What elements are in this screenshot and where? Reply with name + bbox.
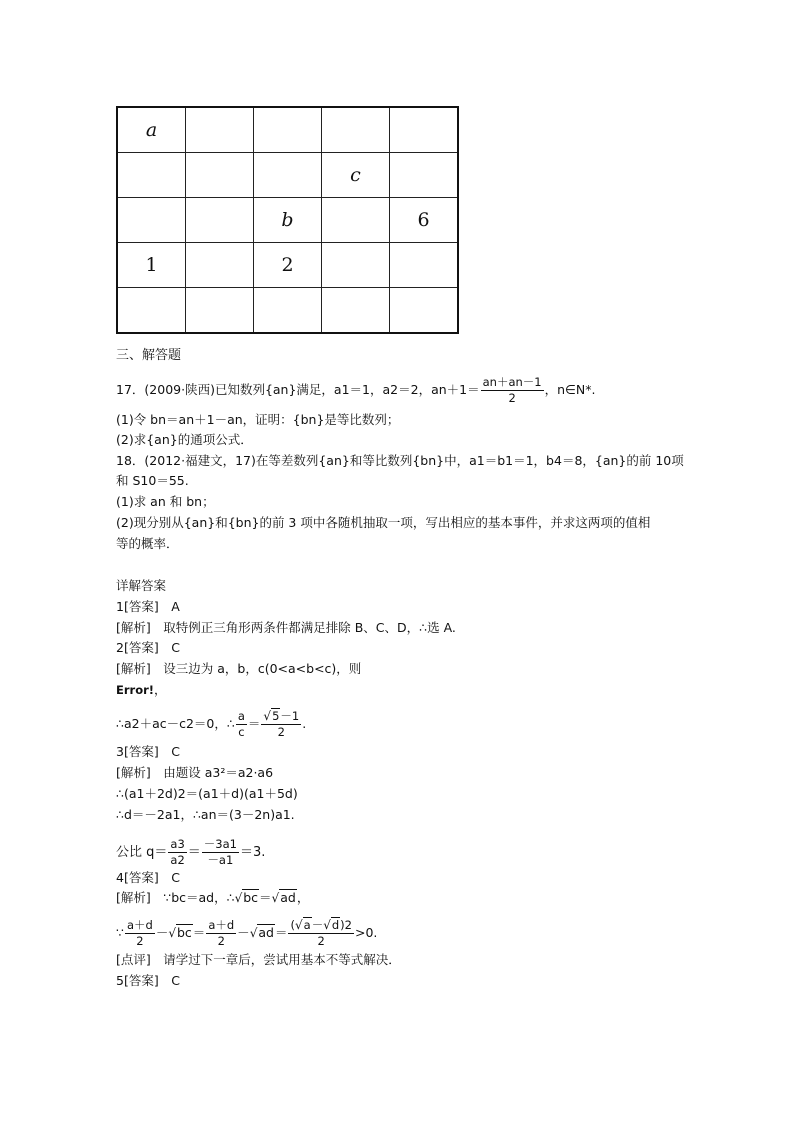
q18-part2-line2: 等的概率．	[116, 536, 179, 551]
q17-fraction-denominator: 2	[508, 391, 516, 405]
eq2-frac2-num-rest: －1	[280, 709, 300, 723]
ineq-frac3	[288, 919, 354, 948]
grid-cell: c	[322, 153, 390, 198]
explanation-2: [解析] 设三边为 a，b，c(0<a<b<c)，则	[116, 661, 362, 676]
q17-part2: (2)求{an}的通项公式．	[116, 432, 253, 447]
q17-suffix: ，n∈N*.	[544, 382, 596, 397]
grid-row	[117, 107, 458, 153]
grid-cell	[117, 198, 186, 243]
q18-line2: 和 S10＝55.	[116, 473, 189, 488]
sqrt-bc-radicand: bc	[243, 890, 259, 905]
eq2-prefix: ∴a2＋ac－c2＝0，∴	[116, 716, 235, 731]
grid-cell	[117, 288, 186, 334]
grid-cell: b	[254, 198, 322, 243]
q17-fraction-numerator: an＋an－1	[482, 375, 542, 389]
ratio-frac1	[168, 838, 186, 867]
ineq-minus2: －	[237, 925, 250, 940]
q18-part1: (1)求 an 和 bn；	[116, 494, 215, 509]
ineq-frac3-minus: －	[311, 918, 324, 932]
ineq-frac1-den: 2	[136, 934, 144, 948]
e4-prefix: [解析] ∵bc＝ad，∴	[116, 890, 235, 905]
grid-cell	[117, 153, 186, 198]
grid-cell	[322, 288, 390, 334]
eq2-frac2-den: 2	[277, 725, 285, 739]
ratio-frac2	[202, 838, 239, 867]
ineq-frac3-close: )2	[340, 918, 352, 932]
grid-cell: 2	[254, 243, 322, 288]
ineq-sqrt-d-radicand: d	[331, 918, 340, 932]
grid-cell	[186, 288, 254, 334]
q17-prefix: 17．(2009·陕西)已知数列{an}满足，a1＝1，a2＝2，an＋1＝	[116, 382, 480, 397]
ineq-sqrt-a: √a	[294, 918, 311, 932]
explanation-4	[116, 890, 309, 906]
eq2-frac1-den: c	[238, 725, 245, 739]
grid-row	[117, 198, 458, 243]
grid-cell	[322, 107, 390, 153]
ineq-frac2-den: 2	[217, 934, 225, 948]
grid-row	[117, 243, 458, 288]
ineq-sqrt-a-radicand: a	[303, 918, 311, 932]
ineq-minus1: －	[155, 925, 169, 940]
ineq-sqrt-bc-radicand: bc	[176, 925, 192, 940]
answers-heading: 详解答案	[116, 578, 167, 593]
grid-row	[117, 288, 458, 334]
ineq-frac1	[125, 919, 155, 948]
grid-cell: 1	[117, 243, 186, 288]
answer-3: 3[答案] C	[116, 744, 180, 759]
explanation-3-line2: ∴(a1＋2d)2＝(a1＋d)(a1＋5d)	[116, 786, 298, 801]
error-text: Error!	[116, 683, 155, 697]
ineq-frac3-den: 2	[317, 934, 325, 948]
grid-cell	[186, 198, 254, 243]
ratio-equals: ＝	[187, 845, 201, 860]
section-title: 三、解答题	[116, 348, 182, 363]
answer-5: 5[答案] C	[116, 973, 180, 988]
eq2-equals: ＝	[247, 716, 261, 731]
sqrt5-radical: √5	[263, 709, 280, 723]
eq2-end: .	[302, 716, 307, 731]
eq2-frac1-num: a	[237, 709, 245, 723]
sqrt-bc: √bc	[234, 890, 259, 905]
equation-2	[116, 710, 306, 739]
grid-cell	[390, 153, 459, 198]
comment: [点评] 请学过下一章后，尝试用基本不等式解决．	[116, 952, 401, 967]
sqrt-ad: √ad	[271, 890, 296, 905]
error-line	[116, 682, 167, 698]
grid-cell	[186, 243, 254, 288]
answer-2: 2[答案] C	[116, 640, 180, 655]
grid-cell: a	[117, 107, 186, 153]
question-17	[116, 376, 596, 405]
grid-cell	[390, 107, 459, 153]
number-grid-table	[116, 106, 459, 334]
grid-row	[117, 153, 458, 198]
ineq-end: >0.	[354, 925, 378, 940]
answer-1: 1[答案] A	[116, 599, 180, 614]
ineq-sqrt-bc: √bc	[168, 925, 192, 940]
eq2-frac-a-over-c	[236, 710, 247, 739]
q18-part2-line1: (2)现分别从{an}和{bn}的前 3 项中各随机抽取一项，写出相应的基本事件，并求这两项的值相	[116, 515, 651, 530]
ineq-frac2-num: a＋d	[208, 918, 235, 932]
ineq-frac1-num: a＋d	[126, 918, 153, 932]
ineq-equals2: ＝	[274, 925, 288, 940]
grid-cell	[390, 243, 459, 288]
e4-end: ，	[296, 890, 310, 905]
ratio-frac1-den: a2	[170, 853, 185, 867]
explanation-1: [解析] 取特例正三角形两条件都满足排除 B、C、D，∴选 A.	[116, 620, 456, 635]
grid-cell	[254, 288, 322, 334]
explanation-3-line3: ∴d＝－2a1，∴an＝(3－2n)a1.	[116, 807, 295, 822]
grid-cell	[186, 107, 254, 153]
ineq-sqrt-ad: √ad	[249, 925, 274, 940]
grid-cell	[254, 107, 322, 153]
q17-fraction	[481, 376, 544, 405]
grid-cell	[186, 153, 254, 198]
sqrt5-radicand: 5	[272, 709, 280, 723]
sqrt-ad-radicand: ad	[280, 890, 296, 905]
eq2-frac-sqrt5	[261, 710, 301, 739]
explanation-3: [解析] 由题设 a3²＝a2·a6	[116, 765, 274, 780]
ineq-sqrt-ad-radicand: ad	[258, 925, 274, 940]
ratio-frac2-num: －3a1	[203, 837, 237, 851]
ineq-frac2	[206, 919, 236, 948]
ratio-prefix: 公比 q＝	[116, 845, 168, 860]
ratio-end: ＝3.	[239, 845, 266, 860]
grid-cell	[254, 153, 322, 198]
grid-cell: 6	[390, 198, 459, 243]
grid-cell	[322, 198, 390, 243]
explanation-4-inequality	[116, 919, 377, 948]
grid-cell	[390, 288, 459, 334]
ineq-equals1: ＝	[192, 925, 206, 940]
answer-4: 4[答案] C	[116, 870, 180, 885]
because-symbol: ∵	[116, 925, 124, 940]
ratio-frac2-den: －a1	[207, 853, 234, 867]
ratio-frac1-num: a3	[170, 837, 185, 851]
ineq-sqrt-d: √d	[323, 918, 340, 932]
ratio-equation	[116, 838, 265, 867]
q17-part1: (1)令 bn＝an＋1－an，证明：{bn}是等比数列；	[116, 412, 400, 427]
q18-line1: 18．(2012·福建文，17)在等差数列{an}和等比数列{bn}中，a1＝b1＝1，b4＝8，{an}的前 10项	[116, 453, 684, 468]
e4-equals: ＝	[259, 890, 272, 905]
error-suffix: ，	[154, 682, 167, 697]
ineq-frac3-open: (	[290, 918, 295, 932]
grid-cell	[322, 243, 390, 288]
